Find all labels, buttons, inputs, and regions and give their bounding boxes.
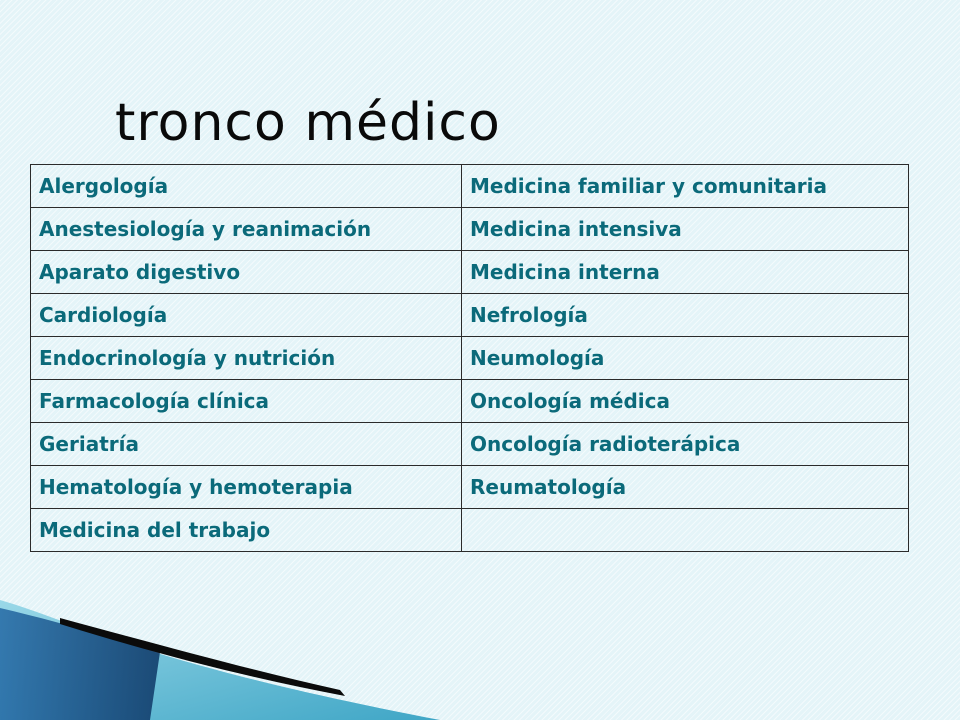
table-row xyxy=(31,165,909,208)
table-cell: Farmacología clínica xyxy=(31,380,462,423)
table-cell: Reumatología xyxy=(462,466,909,509)
table-cell: Endocrinología y nutrición xyxy=(31,337,462,380)
table-cell: Nefrología xyxy=(462,294,909,337)
table-cell: Aparato digestivo xyxy=(31,251,462,294)
slide-title: tronco médico xyxy=(115,93,501,153)
table-cell: Medicina interna xyxy=(462,251,909,294)
table-cell: Oncología médica xyxy=(462,380,909,423)
table-row xyxy=(31,208,909,251)
table-cell: Alergología xyxy=(31,165,462,208)
table-row xyxy=(31,337,909,380)
table-row xyxy=(31,294,909,337)
table-row xyxy=(31,509,909,552)
table-cell xyxy=(462,509,909,552)
decorative-ribbon xyxy=(0,560,440,720)
table-cell: Anestesiología y reanimación xyxy=(31,208,462,251)
table-cell: Medicina familiar y comunitaria xyxy=(462,165,909,208)
table-cell: Cardiología xyxy=(31,294,462,337)
table-row xyxy=(31,423,909,466)
table-row xyxy=(31,466,909,509)
table-row xyxy=(31,380,909,423)
table-cell: Geriatría xyxy=(31,423,462,466)
table-cell: Medicina del trabajo xyxy=(31,509,462,552)
table-cell: Medicina intensiva xyxy=(462,208,909,251)
table-row xyxy=(31,251,909,294)
table-cell: Oncología radioterápica xyxy=(462,423,909,466)
specialties-table xyxy=(30,164,909,552)
table-cell: Neumología xyxy=(462,337,909,380)
table-cell: Hematología y hemoterapia xyxy=(31,466,462,509)
